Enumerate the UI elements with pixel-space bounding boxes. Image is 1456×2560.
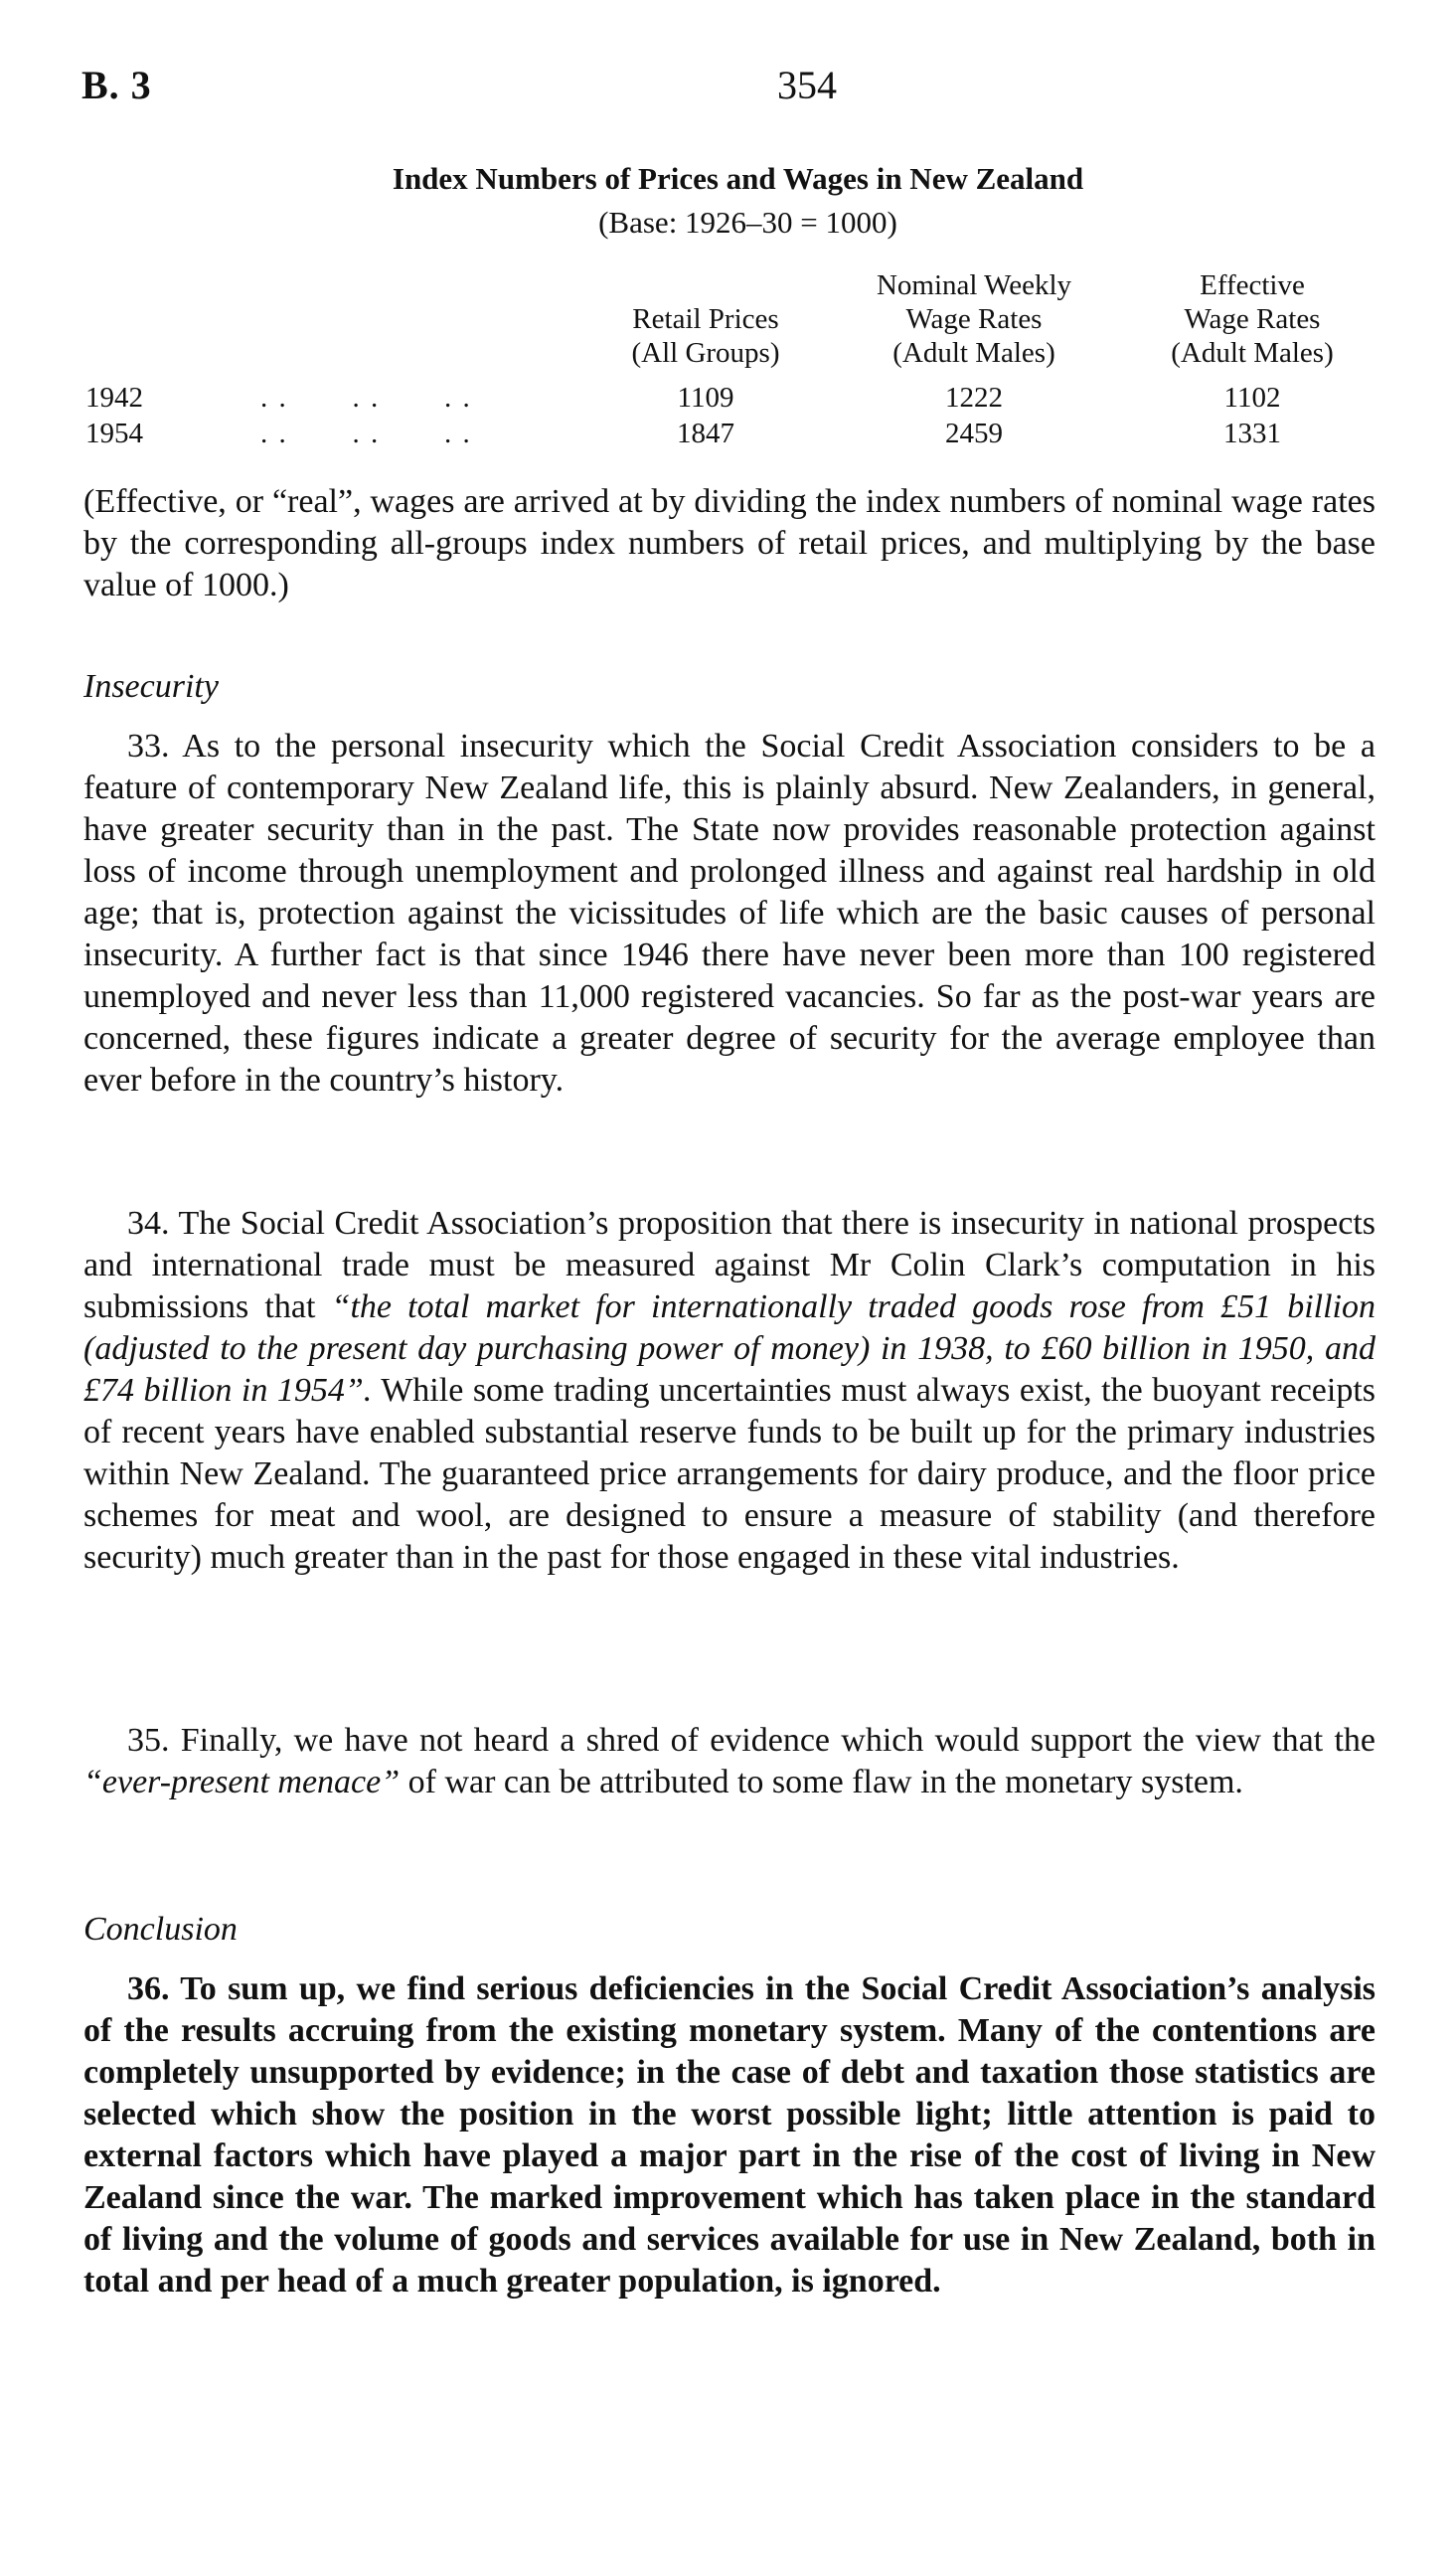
section-heading-insecurity: Insecurity (83, 668, 219, 705)
table-footnote: (Effective, or “real”, wages are arrived at by dividing the index numbers of nominal wage rates by the corresponding all-groups index numbers of retail prices, and multiplying by the base value of 1000.) (83, 483, 1375, 603)
table-cell: 1222 (945, 382, 1003, 414)
leader-dots: . . . . . . (260, 382, 472, 414)
quotation: “ever-present menace” (83, 1764, 401, 1800)
table-row-year: 1942 (85, 382, 143, 414)
table-cell: 1109 (677, 382, 734, 414)
paragraph-33: 33. As to the personal insecurity which the Social Credit Association considers to be a feature of contemporary New Zealand life, this is plainly absurd. New Zealanders, in general, have greater security than in the past. The State now provides reasonable protection against loss of income through unemployment and prolonged illness and against real hardship in old age; that is, protection against the vicissitudes of life which are the basic causes of personal insecurity. A further fact is that since 1946 there have never been more than 100 registered unemployed and never less than 11,000 registered vacancies. So far as the post-war years are concerned, these figures indicate a greater degree of security for the average employee than ever before in the country’s history. (83, 728, 1375, 1099)
paragraph-35: 35. Finally, we have not heard a shred of evidence which would support the view that the “ever-present menace” of war can be attributed to some flaw in the monetary system. (83, 1722, 1375, 1800)
table-cell: 1102 (1223, 382, 1281, 414)
leader-dots: . . . . . . (260, 418, 472, 449)
column-header-retail-prices: Retail Prices (All Groups) (631, 303, 780, 369)
table-cell: 1331 (1223, 418, 1281, 449)
quotation: “the total market for internationally traded goods rose from £51 billion (adjusted to the present day purchasing power of money) in 1938, to £60 billion in 1950, and £74 billion in 1954”. (83, 1288, 1376, 1409)
table-row-year: 1954 (85, 418, 143, 449)
table-title: Index Numbers of Prices and Wages in New Zealand (392, 161, 1084, 196)
page-number: 354 (777, 63, 837, 107)
column-header-effective-wage-rates: Effective Wage Rates (Adult Males) (1171, 269, 1334, 369)
section-heading-conclusion: Conclusion (83, 1911, 238, 1948)
table-cell: 1847 (677, 418, 734, 449)
paragraph-34: 34. The Social Credit Association’s proposition that there is insecurity in national prospects and international trade must be measured against Mr Colin Clark’s computation in his submissions that “the total market for internationally traded goods rose from £51 billion (adjusted to the present day purchasing power of money) in 1938, to £60 billion in 1950, and £74 billion in 1954”. While some trading uncertainties must always exist, the buoyant receipts of recent years have enabled substantial reserve funds to be built up for the primary industries within New Zealand. The guaranteed price arrangements for dairy produce, and the floor price schemes for meat and wool, are designed to ensure a measure of stability (and therefore security) much greater than in the past for those engaged in these vital industries. (83, 1205, 1376, 1576)
series-label: B. 3 (81, 63, 152, 107)
table-cell: 2459 (945, 418, 1003, 449)
page-header (81, 62, 1374, 121)
table-base-note: (Base: 1926–30 = 1000) (598, 205, 897, 240)
column-header-nominal-wage-rates: Nominal Weekly Wage Rates (Adult Males) (876, 269, 1072, 369)
paragraph-36: 36. To sum up, we find serious deficiencies in the Social Credit Association’s analysis of the results accruing from the existing monetary system. Many of the contentions are completely unsupported by evidence; in the case of debt and taxation those statistics are selected which show the position in the worst possible light; little attention is paid to external factors which have played a major part in the rise of the cost of living in New Zealand since the war. The marked improvement which has taken place in the standard of living and the volume of goods and services available for use in New Zealand, both in total and per head of a much greater population, is ignored. (83, 1970, 1375, 2300)
